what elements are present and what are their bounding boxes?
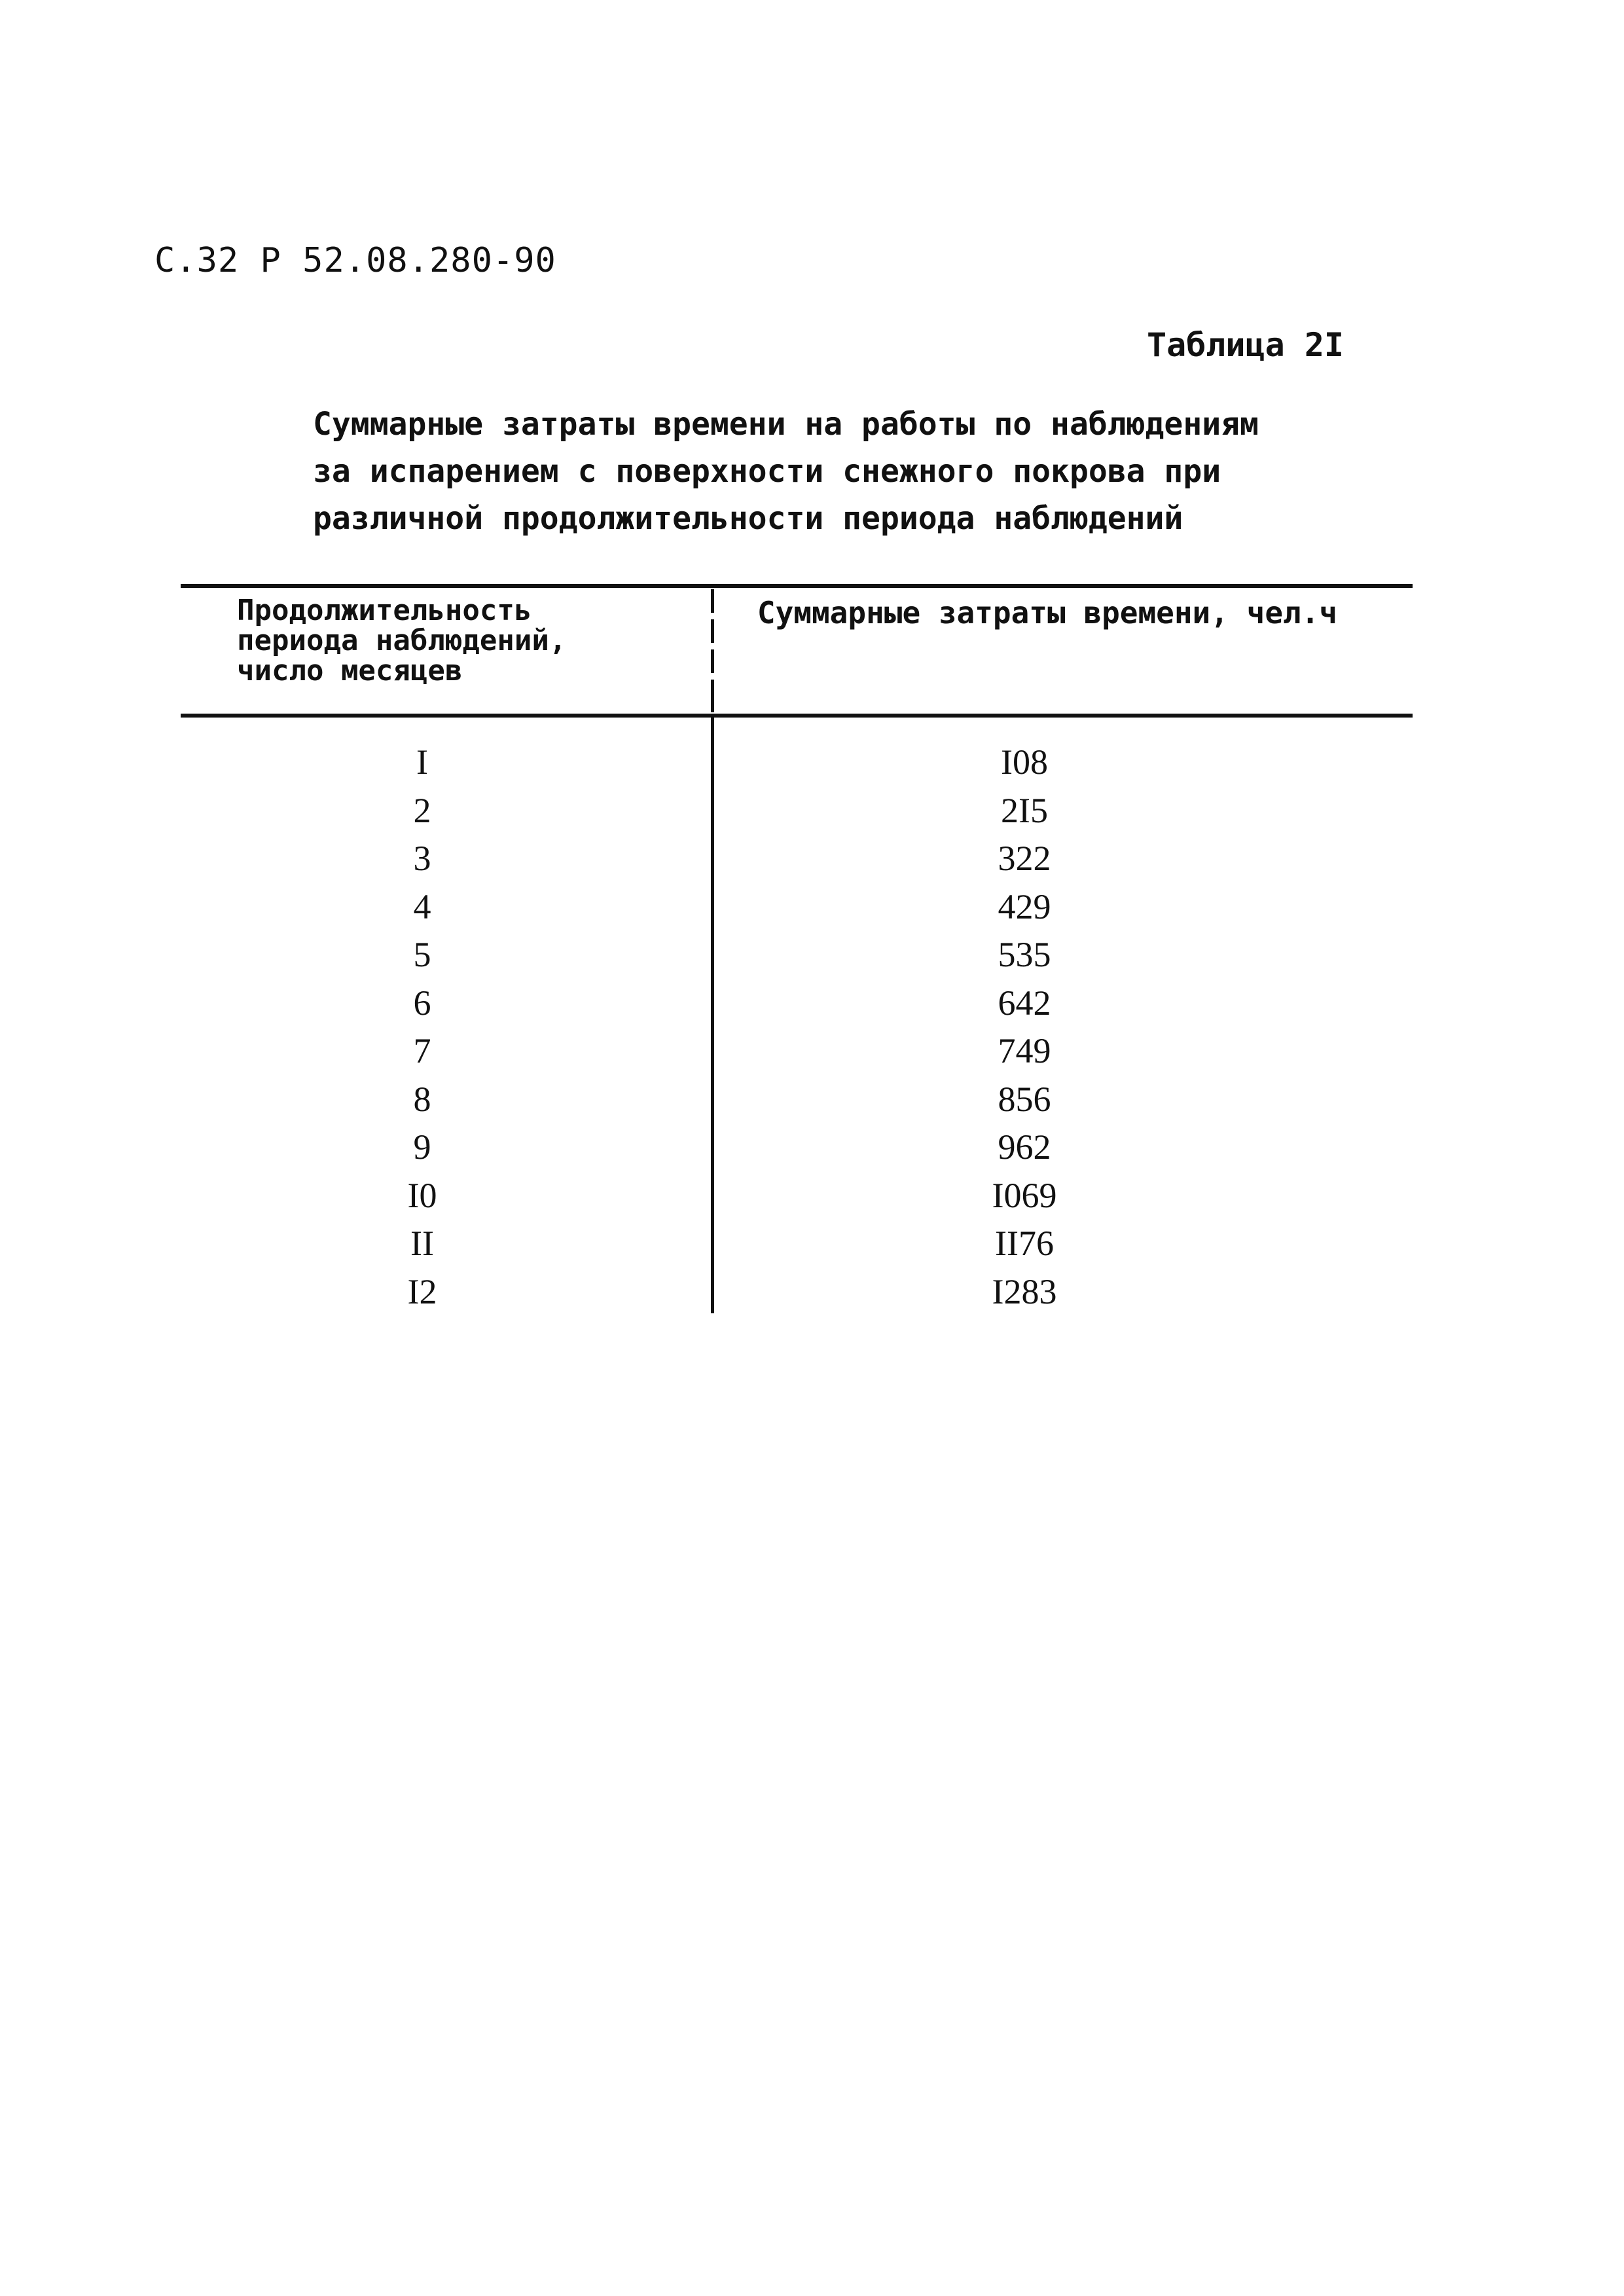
cell-months: I0 bbox=[407, 1175, 437, 1215]
table-row bbox=[0, 1220, 1624, 1268]
cell-months: 3 bbox=[413, 839, 431, 878]
cell-person-hours: 962 bbox=[998, 1127, 1051, 1167]
cell-person-hours: I283 bbox=[992, 1271, 1057, 1311]
cell-months: 6 bbox=[413, 983, 431, 1023]
column-header-duration: Продолжительность периода наблюдений, число месяцев bbox=[237, 594, 567, 687]
cell-months: 4 bbox=[413, 886, 431, 926]
table-row bbox=[0, 979, 1624, 1028]
cell-months: I bbox=[416, 742, 428, 782]
cell-months: I2 bbox=[407, 1271, 437, 1311]
cell-person-hours: 749 bbox=[998, 1031, 1051, 1070]
table-row bbox=[0, 1123, 1624, 1172]
table-row bbox=[0, 1172, 1624, 1220]
table-row bbox=[0, 738, 1624, 787]
cell-months: 8 bbox=[413, 1079, 431, 1119]
table-title-line-2: за испарением с поверхности снежного покрова при bbox=[313, 453, 1221, 490]
cell-person-hours: 856 bbox=[998, 1079, 1051, 1119]
header-divider-segment bbox=[711, 649, 714, 673]
cell-months: 9 bbox=[413, 1127, 431, 1167]
table-title-line-3: различной продолжительности периода наблюдений bbox=[313, 500, 1183, 537]
cell-person-hours: 322 bbox=[998, 839, 1051, 878]
page-reference: С.32 Р 52.08.280-90 bbox=[154, 241, 556, 280]
column-header-time: Суммарные затраты времени, чел.ч bbox=[757, 595, 1338, 630]
cell-person-hours: 2I5 bbox=[1001, 790, 1048, 830]
table-body bbox=[0, 738, 1624, 1316]
cell-months: II bbox=[410, 1224, 434, 1263]
cell-person-hours: I08 bbox=[1001, 742, 1048, 782]
cell-months: 5 bbox=[413, 935, 431, 974]
cell-person-hours: 642 bbox=[998, 983, 1051, 1023]
cell-months: 7 bbox=[413, 1031, 431, 1070]
header-divider-segment bbox=[711, 680, 714, 712]
header-divider-segment bbox=[711, 619, 714, 643]
table-number: Таблица 2I bbox=[1147, 326, 1344, 364]
cell-person-hours: 429 bbox=[998, 886, 1051, 926]
cell-person-hours: 535 bbox=[998, 935, 1051, 974]
table-row bbox=[0, 1268, 1624, 1317]
table-header-rule bbox=[181, 714, 1413, 718]
cell-person-hours: II76 bbox=[995, 1224, 1054, 1263]
cell-months: 2 bbox=[413, 790, 431, 830]
table-row bbox=[0, 883, 1624, 932]
header-divider-segment bbox=[711, 589, 714, 613]
table-top-rule bbox=[181, 584, 1413, 588]
table-row bbox=[0, 1027, 1624, 1076]
table-row bbox=[0, 1076, 1624, 1124]
cell-person-hours: I069 bbox=[992, 1175, 1057, 1215]
table-row bbox=[0, 787, 1624, 835]
table-row bbox=[0, 931, 1624, 979]
table-title-line-1: Суммарные затраты времени на работы по наблюдениям bbox=[313, 406, 1259, 443]
table-row bbox=[0, 835, 1624, 883]
